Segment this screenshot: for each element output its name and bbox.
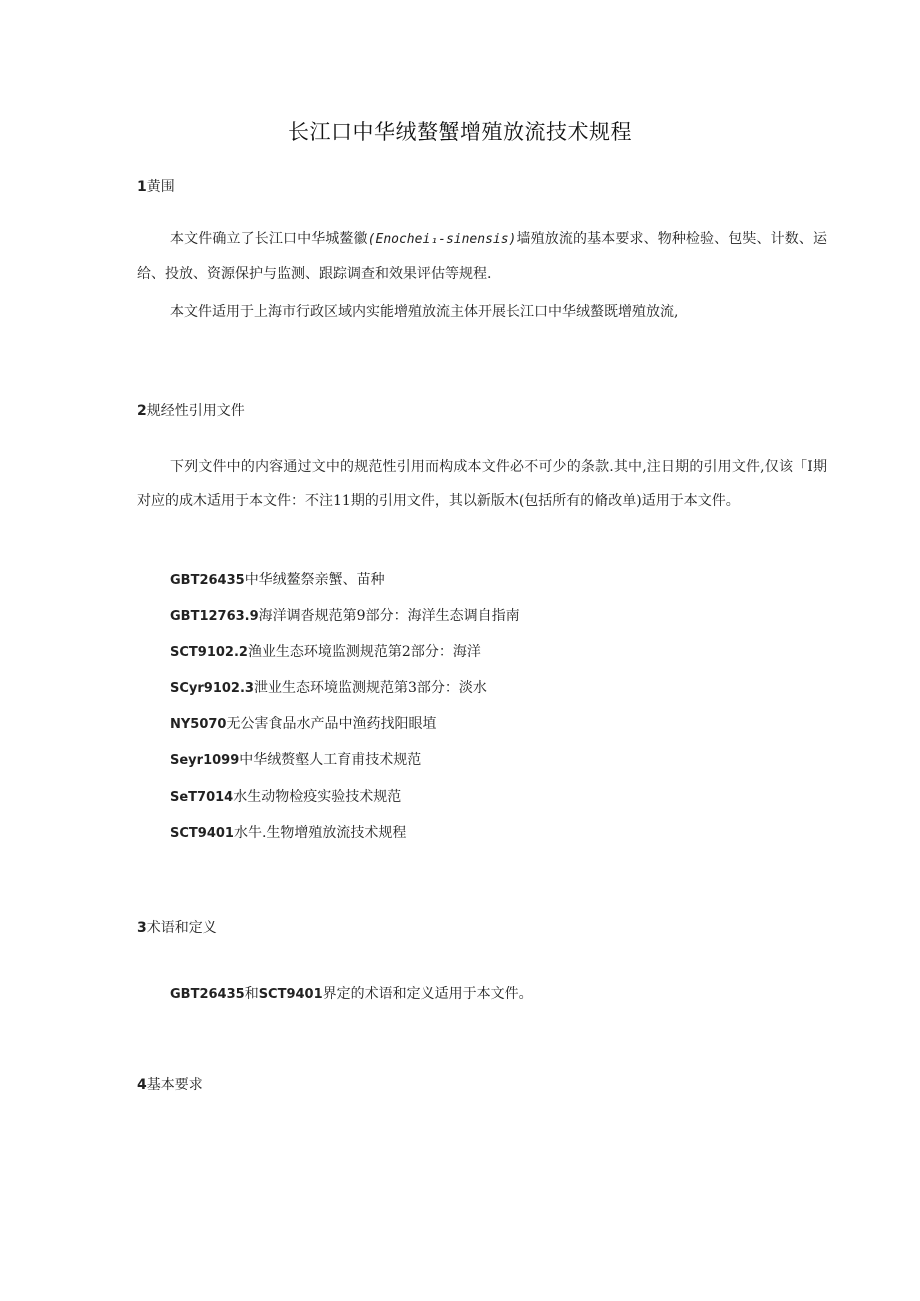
species-latin-name: (Enochei₁-sinensis) — [367, 232, 517, 247]
reference-code: GBT26435 — [170, 573, 245, 588]
paragraph-text: 墙殖放流的基本要求、物种检验、包奘、计数、运给、投放、资源保护与监测、跟踪调查和效果评估等规程. — [137, 231, 828, 282]
paragraph-text: 界定的术语和定义适用于本文件。 — [322, 986, 533, 1002]
section-title: 黄围 — [146, 179, 175, 195]
reference-title: 中华绒赘壑人工育甫技术规范 — [239, 752, 422, 768]
reference-code: SCT9401 — [170, 826, 234, 841]
reference-title: 海洋调沓规范第9部分：海洋生态调自指南 — [258, 608, 520, 624]
reference-item — [170, 641, 481, 661]
section-1-heading — [137, 176, 175, 196]
reference-code: GBT26435 — [170, 987, 245, 1002]
reference-item — [170, 822, 406, 842]
section-3-paragraph — [170, 983, 533, 1003]
section-number: 2 — [137, 403, 147, 419]
reference-code: Seyr1099 — [170, 753, 240, 768]
document-title: 长江口中华绒螯蟹增殖放流技术规程 — [288, 120, 632, 144]
section-title: 基本要求 — [146, 1077, 203, 1093]
reference-code: SeT7014 — [170, 790, 234, 805]
section-1-paragraph-1 — [137, 222, 827, 291]
reference-item — [170, 569, 385, 589]
reference-title: 水生动物检疫实验技术规范 — [233, 789, 402, 805]
reference-item — [170, 677, 487, 697]
section-title: 术语和定义 — [146, 920, 217, 936]
reference-title: 水牛.生物增殖放流技术规程 — [233, 825, 407, 841]
reference-title: 无公害食品水产品中渔药找阳眼埴 — [226, 716, 437, 732]
reference-code: GBT12763.9 — [170, 609, 259, 624]
reference-item — [170, 605, 520, 625]
section-1-paragraph-2: 本文件适用于上海市行政区域内实能增殖放流主体开展长江口中华绒螯既增殖放流, — [170, 304, 679, 320]
reference-title: 泄业生态环境监测规范第3部分：淡水 — [253, 680, 487, 696]
section-2-heading — [137, 400, 245, 420]
section-4-heading — [137, 1074, 203, 1094]
reference-code: SCyr9102.3 — [170, 681, 254, 696]
paragraph-text: 和 — [244, 986, 259, 1002]
reference-item — [170, 713, 436, 733]
reference-code: SCT9401 — [258, 987, 323, 1002]
reference-item — [170, 749, 421, 769]
paragraph-text: 本文件确立了长江口中华城鳌徽 — [170, 231, 368, 247]
section-number: 1 — [137, 179, 147, 195]
reference-code: NY5070 — [170, 717, 227, 732]
reference-title: 中华绒鳌祭亲蟹、苗种 — [244, 572, 385, 588]
section-number: 3 — [137, 920, 147, 936]
reference-code: SCT9102.2 — [170, 645, 248, 660]
reference-item — [170, 786, 401, 806]
section-2-paragraph-1: 下列文件中的内容通过文中的规范性引用而构成本文件必不可少的条款.其中,注日期的引用文件,仅该「I期对应的成木适用于本文件：不注11期的引用文件，其以新版木(包括所有的脩改单)适用于本文件。 — [137, 459, 827, 509]
section-3-heading — [137, 917, 217, 937]
reference-title: 渔业生态环境监测规范第2部分：海洋 — [247, 644, 481, 660]
section-title: 规经性引用文件 — [146, 403, 245, 419]
section-number: 4 — [137, 1077, 147, 1093]
